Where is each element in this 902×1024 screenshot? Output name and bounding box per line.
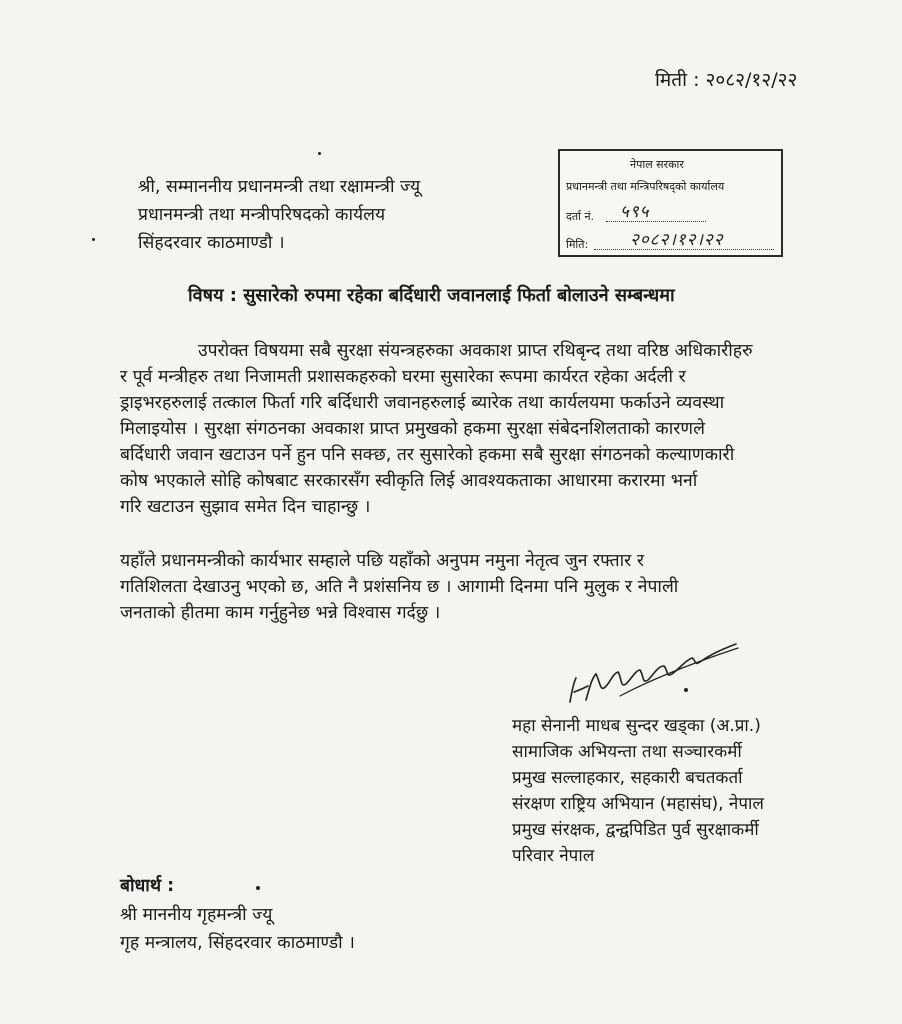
handwritten-signature	[560, 630, 750, 710]
paragraph-line: जनताको हीतमा काम गर्नुहुनेछ भन्ने विश्वास गर्दछु ।	[120, 603, 441, 623]
stamp-miti-label: मिति:	[566, 238, 589, 251]
paragraph-line: र पूर्व मन्त्रीहरु तथा निजामती प्रशासकहरुको घरमा सुसारेका रूपमा कार्यरत रहेका अर्दली र	[120, 367, 686, 387]
paragraph-line: बर्दिधारी जवान खटाउन पर्ने हुन पनि सक्छ, तर सुसारेको हकमा सबै सुरक्षा संगठनको कल्याणकारी	[120, 445, 735, 465]
signatory-line: परिवार नेपाल	[512, 846, 595, 866]
stamp-miti-date: २०८२।१२।२२	[630, 230, 724, 250]
signatory-line: सामाजिक अभियन्ता तथा सञ्चारकर्मी	[512, 742, 742, 762]
stamp-office-line: प्रधानमन्त्री तथा मन्त्रिपरिषद्‌को कार्यालय	[566, 180, 725, 193]
paragraph-line: यहाँले प्रधानमन्त्रीको कार्यभार सम्हाले पछि यहाँको अनुपम नमुना नेतृत्व जुन रफ्तार र	[120, 551, 644, 571]
body-paragraph-2	[120, 548, 678, 626]
registration-stamp	[558, 149, 783, 257]
cc-title: बोधार्थ :	[120, 876, 175, 896]
stamp-darta-label: दर्ता नं.	[566, 210, 595, 223]
paragraph-line: उपरोक्त विषयमा सबै सुरक्षा संयन्त्रहरुका अवकाश प्राप्त रथिबृन्द तथा वरिष्ठ अधिकारीहरु	[198, 341, 753, 361]
signatory-line: संरक्षण राष्ट्रिय अभियान (महासंघ), नेपाल	[512, 794, 764, 814]
addressee-line-1: श्री, सम्माननीय प्रधानमन्त्री तथा रक्षामन्त्री ज्यू	[138, 177, 421, 197]
letter-date: मिती : २०८२/१२/२२	[655, 69, 798, 91]
stamp-govt-line: नेपाल सरकार	[630, 158, 684, 171]
signatory-line: प्रमुख संरक्षक, द्वन्द्वपिडित पुर्व सुरक्षाकर्मी	[512, 820, 759, 840]
paragraph-line: मिलाइयोस । सुरक्षा संगठनका अवकाश प्राप्त प्रमुखको हकमा सुरक्षा संबेदनशिलताको कारणले	[120, 419, 705, 439]
paragraph-line: ड्राइभरहरुलाई तत्काल फिर्ता गरि बर्दिधारी जवानहरुलाई ब्यारेक तथा कार्यलयमा फर्काउने व्यवस्था	[120, 393, 725, 413]
paragraph-line: कोष भएकाले सोहि कोषबाट सरकारसँग स्वीकृति लिई आवश्यकताका आधारमा करारमा भर्ना	[120, 471, 698, 491]
signatory-block	[512, 713, 764, 869]
cc-line-2: गृह मन्त्रालय, सिंहदरवार काठमाण्डौ ।	[120, 933, 355, 953]
addressee-line-2: प्रधानमन्त्री तथा मन्त्रीपरिषदको कार्यलय	[138, 205, 386, 225]
signatory-name: महा सेनानी माधब सुन्दर खड्का (अ.प्रा.)	[512, 716, 761, 736]
body-paragraph-1	[120, 338, 753, 520]
letter-subject: विषय : सुसारेको रुपमा रहेका बर्दिधारी जवानलाई फिर्ता बोलाउने सम्बन्धमा	[188, 285, 675, 306]
paragraph-line: गरि खटाउन सुझाव समेत दिन चाहान्छु ।	[120, 497, 371, 517]
addressee-line-3: सिंहदरवार काठमाण्डौ ।	[138, 233, 285, 253]
cc-line-1: श्री माननीय गृहमन्त्री ज्यू	[120, 905, 273, 925]
paragraph-line: गतिशिलता देखाउनु भएको छ, अति नै प्रशंसनिय छ । आगामी दिनमा पनि मुलुक र नेपाली	[120, 577, 679, 597]
stamp-darta-number: ५९५	[620, 202, 650, 222]
signatory-line: प्रमुख सल्लाहकार, सहकारी बचतकर्ता	[512, 768, 743, 788]
